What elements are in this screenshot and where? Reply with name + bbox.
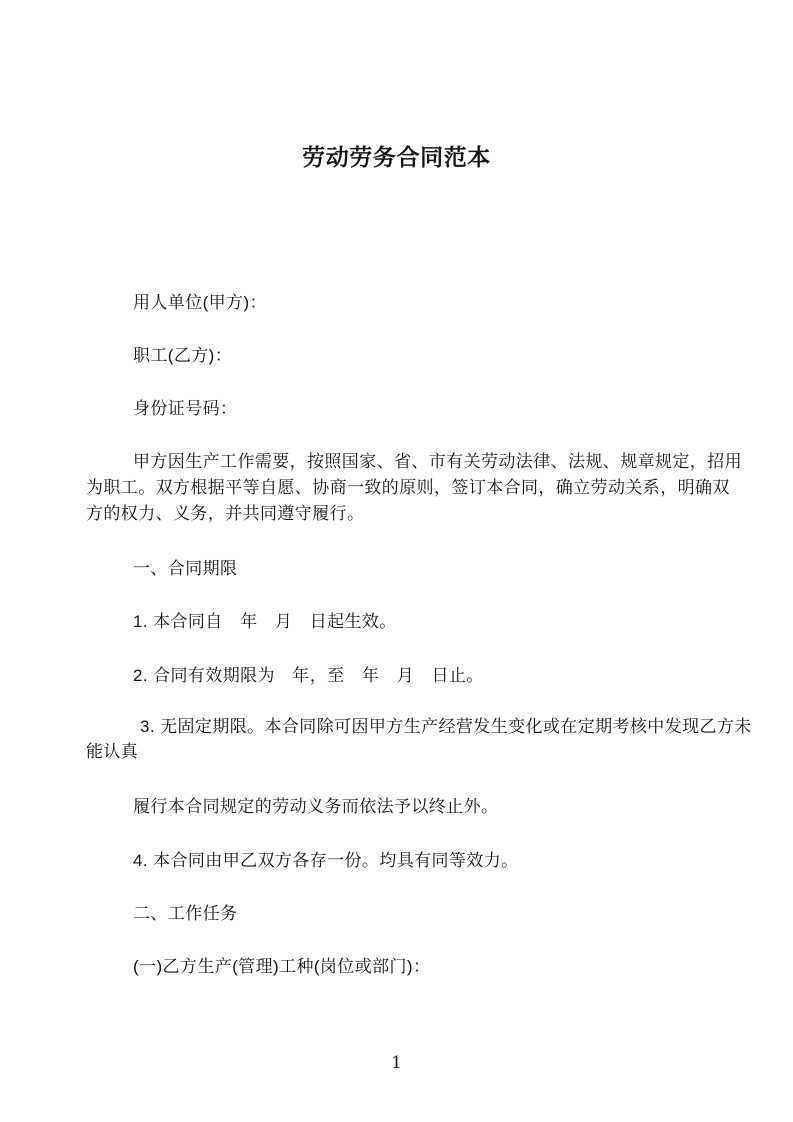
- section1-clause-2: 2. 合同有效期限为 年，至 年 月 日止。: [133, 666, 484, 685]
- intro-paragraph-line-1: 甲方因生产工作需要，按照国家、省、市有关劳动法律、法规、规章规定，招用: [133, 452, 742, 471]
- section2-item-1: (一)乙方生产(管理)工种(岗位或部门)：: [133, 957, 431, 976]
- field-id-number-label: 身份证号码：: [133, 399, 238, 418]
- intro-paragraph-line-3: 方的权力、义务，并共同遵守履行。: [86, 504, 365, 523]
- field-employee-label: 职工(乙方)：: [133, 346, 233, 365]
- section1-clause-3-continuation: 履行本合同规定的劳动义务而依法予以终止外。: [133, 797, 499, 816]
- section1-clause-4: 4. 本合同由甲乙双方各存一份。均具有同等效力。: [133, 851, 519, 870]
- intro-paragraph-line-2: 为职工。双方根据平等自愿、协商一致的原则，签订本合同，确立劳动关系，明确双: [86, 478, 730, 497]
- page-number: 1: [391, 1053, 402, 1073]
- section1-clause-3-line-2: 能认真: [86, 742, 139, 761]
- section2-heading: 二、工作任务: [133, 904, 238, 923]
- field-employer-label: 用人单位(甲方)：: [133, 293, 267, 312]
- document-title: 劳动劳务合同范本: [302, 144, 491, 170]
- section1-clause-3-line-1: 3. 无固定期限。本合同除可因甲方生产经营发生变化或在定期考核中发现乙方未: [140, 717, 752, 736]
- section1-heading: 一、合同期限: [133, 559, 238, 578]
- section1-clause-1: 1. 本合同自 年 月 日起生效。: [133, 612, 397, 631]
